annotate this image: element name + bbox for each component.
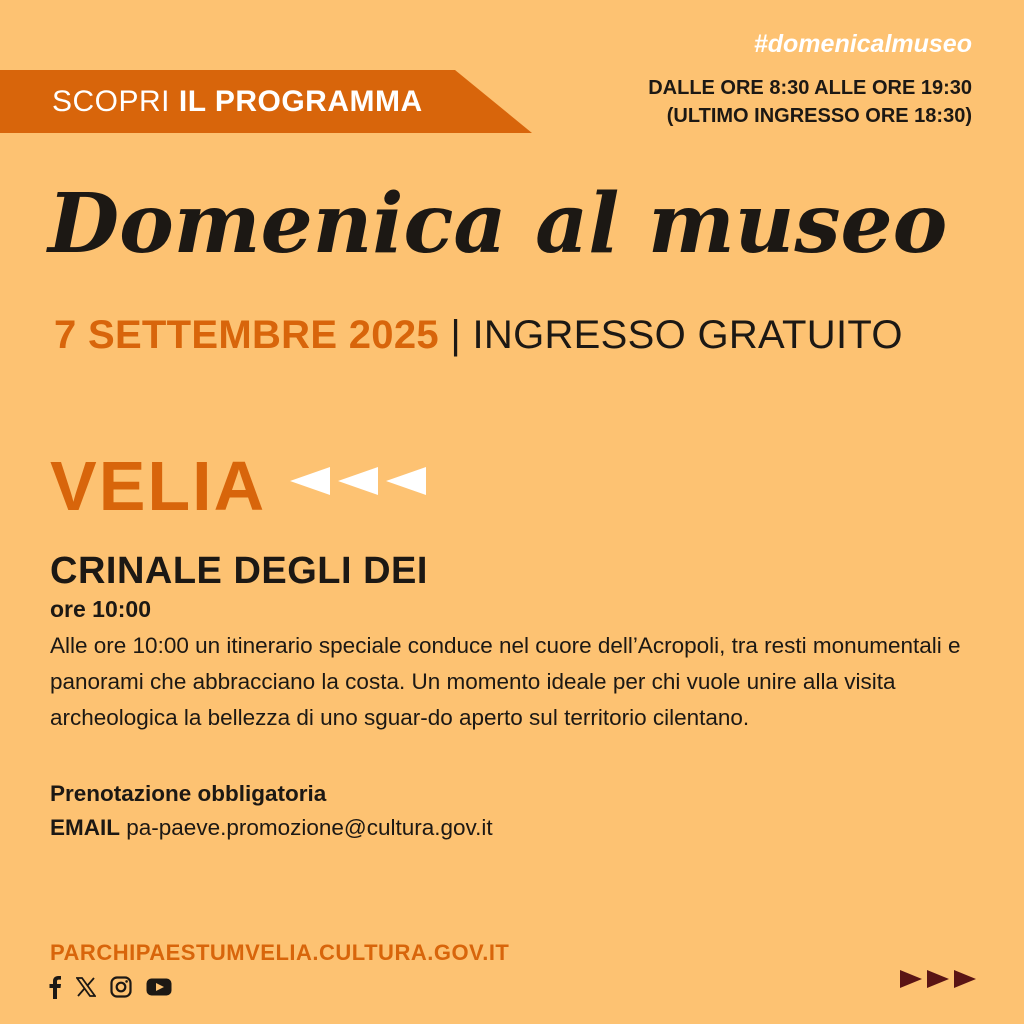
- instagram-icon[interactable]: [110, 976, 132, 998]
- youtube-icon[interactable]: [146, 977, 172, 997]
- social-links: [48, 974, 172, 1000]
- email-label: EMAIL: [50, 815, 120, 840]
- dateline: [54, 313, 903, 358]
- event-time: ore 10:00: [50, 596, 152, 622]
- event-title: CRINALE DEGLI DEI: [50, 550, 428, 592]
- x-icon[interactable]: [76, 977, 96, 997]
- dateline-separator: |: [450, 313, 462, 357]
- site-name: VELIA: [50, 447, 267, 525]
- opening-hours: [648, 74, 972, 130]
- program-banner-label[interactable]: [52, 85, 423, 119]
- triple-left-arrow-icon: [290, 463, 426, 499]
- hashtag: #domenicalmuseo: [753, 30, 972, 58]
- banner-programma: IL PROGRAMMA: [178, 85, 423, 118]
- event-date: 7 SETTEMBRE 2025: [54, 313, 439, 357]
- website-link[interactable]: PARCHIPAESTUMVELIA.CULTURA.GOV.IT: [50, 940, 510, 965]
- facebook-icon[interactable]: [48, 975, 62, 999]
- entry-info: INGRESSO GRATUITO: [472, 313, 903, 357]
- hours-line-2: (ULTIMO INGRESSO ORE 18:30): [666, 105, 972, 127]
- email-line: [50, 815, 493, 841]
- triple-right-arrow-icon[interactable]: [900, 968, 976, 990]
- email-link[interactable]: pa-paeve.promozione@cultura.gov.it: [126, 815, 493, 840]
- booking-required: Prenotazione obbligatoria: [50, 781, 327, 806]
- banner-scopri: SCOPRI: [52, 85, 171, 118]
- hours-line-1: DALLE ORE 8:30 ALLE ORE 19:30: [648, 77, 972, 99]
- event-description: Alle ore 10:00 un itinerario speciale conduce nel cuore dell’Acropoli, tra resti monumentali e panorami che abbracciano la costa. Un momento ideale per chi vuole unire alla visita archeologica la bellezza di uno sguar-do aperto sul territorio cilentano.: [50, 633, 961, 730]
- page-title: Domenica al museo: [48, 176, 948, 272]
